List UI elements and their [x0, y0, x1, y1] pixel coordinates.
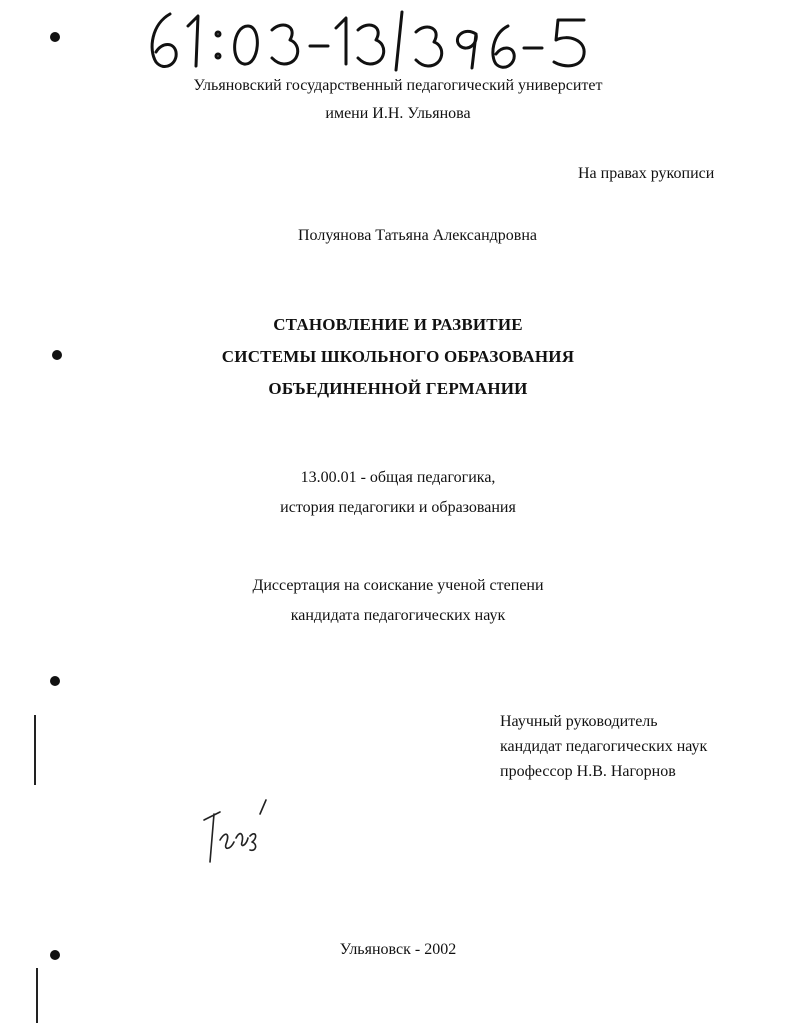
degree-line-1: Диссертация на соискание ученой степени: [252, 577, 544, 594]
binder-hole-mark: [50, 676, 60, 686]
handwritten-signature: [190, 790, 280, 870]
advisor-label: Научный руководитель: [500, 713, 658, 730]
margin-scan-line: [34, 715, 36, 785]
title-line-3: ОБЪЕДИНЕННОЙ ГЕРМАНИИ: [268, 379, 528, 398]
author-name: Полуянова Татьяна Александровна: [298, 227, 538, 244]
university-dedication: имени И.Н. Ульянова: [325, 105, 471, 122]
binder-hole-mark: [50, 32, 60, 42]
specialty-line-2: история педагогики и образования: [280, 499, 516, 516]
specialty-line-1: 13.00.01 - общая педагогика,: [300, 469, 496, 486]
advisor-degree: кандидат педагогических наук: [500, 738, 708, 755]
university-name: Ульяновский государственный педагогический университет: [193, 77, 603, 94]
degree-line-2: кандидата педагогических наук: [290, 607, 506, 624]
city-year: Ульяновск - 2002: [339, 941, 457, 958]
title-line-1: СТАНОВЛЕНИЕ И РАЗВИТИЕ: [273, 315, 523, 334]
handwritten-archive-code: [140, 4, 600, 74]
margin-scan-line: [36, 968, 38, 1023]
manuscript-rights-note: На правах рукописи: [578, 165, 715, 182]
title-line-2: СИСТЕМЫ ШКОЛЬНОГО ОБРАЗОВАНИЯ: [221, 347, 575, 366]
advisor-name: профессор Н.В. Нагорнов: [500, 763, 676, 780]
